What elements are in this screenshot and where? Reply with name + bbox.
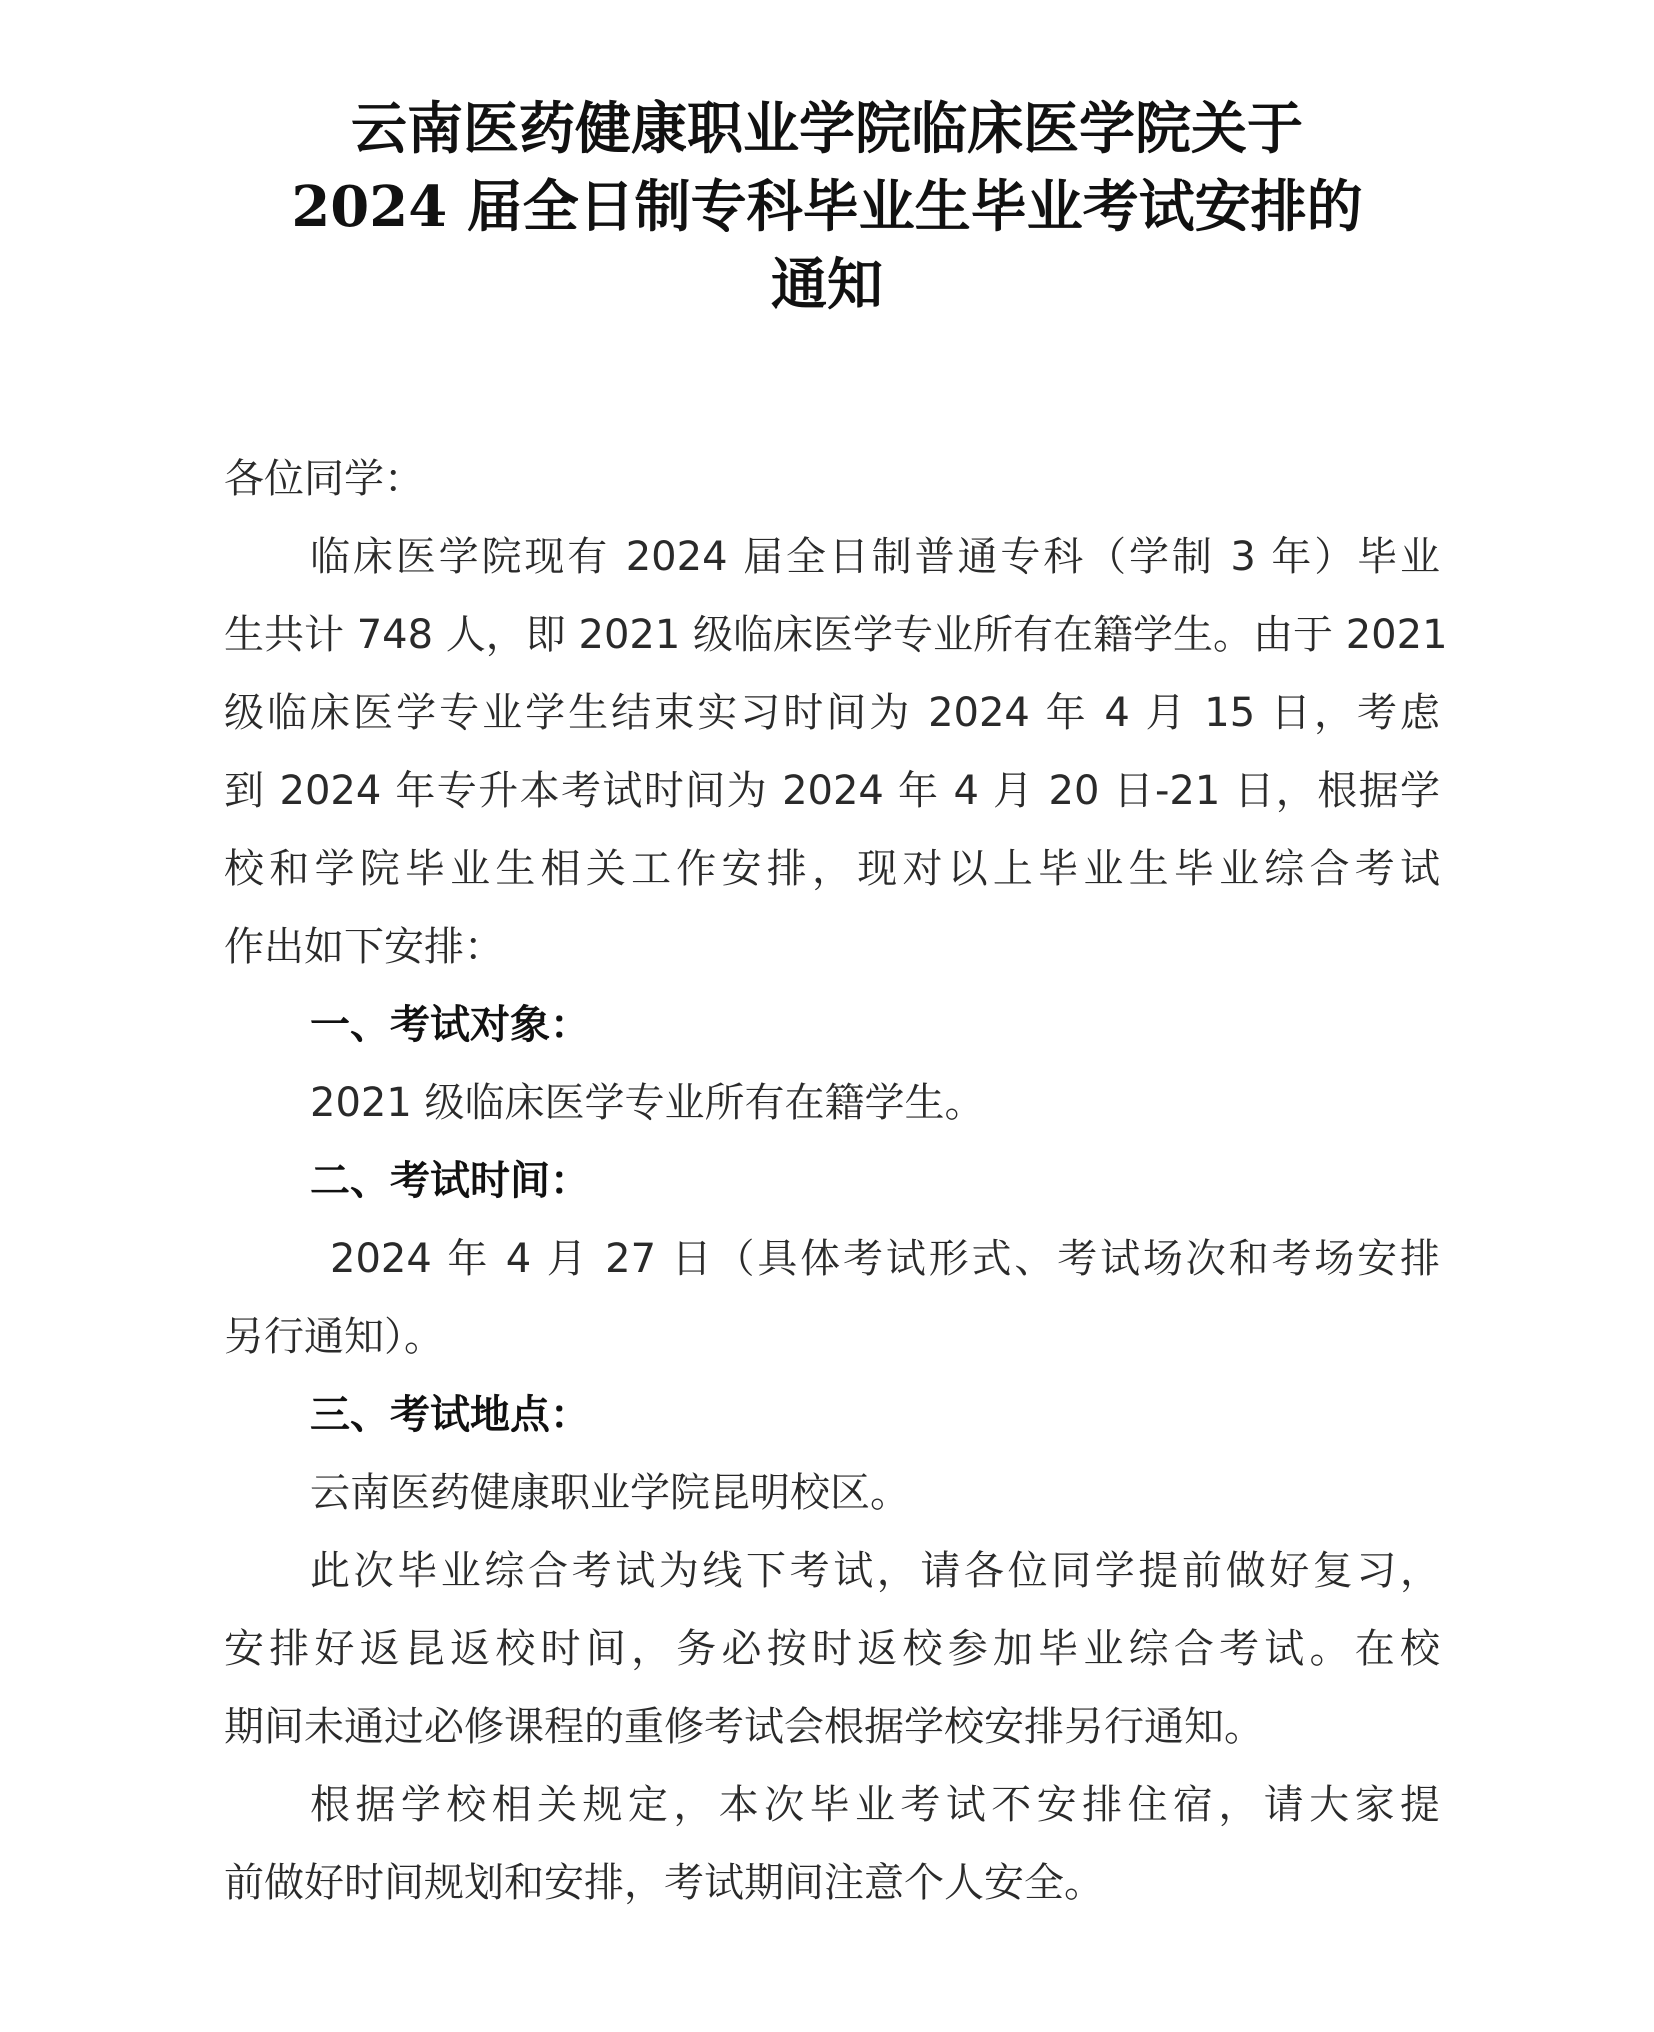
section-2-heading: 二、考试时间： bbox=[310, 1158, 590, 1204]
salutation: 各位同学： bbox=[224, 456, 424, 502]
intro-line-4: 到 2024 年专升本考试时间为 2024 年 4 月 20 日-21 日，根据学 bbox=[224, 768, 1440, 814]
section-1-heading: 一、考试对象： bbox=[310, 1002, 590, 1048]
title-line-3: 通知 bbox=[771, 252, 883, 318]
section-3-heading: 三、考试地点： bbox=[310, 1392, 590, 1438]
title-line-1: 云南医药健康职业学院临床医学院关于 bbox=[351, 96, 1303, 162]
section-2-line-1: 2024 年 4 月 27 日（具体考试形式、考试场次和考场安排 bbox=[330, 1236, 1440, 1282]
section-3-text: 云南医药健康职业学院昆明校区。 bbox=[310, 1470, 910, 1516]
intro-line-6: 作出如下安排： bbox=[224, 924, 504, 970]
intro-paragraph bbox=[224, 518, 1448, 986]
intro-line-5: 校和学院毕业生相关工作安排，现对以上毕业生毕业综合考试 bbox=[224, 846, 1440, 892]
housing-paragraph bbox=[224, 1766, 1440, 1922]
intro-line-1: 临床医学院现有 2024 届全日制普通专科（学制 3 年）毕业 bbox=[310, 534, 1440, 580]
review-paragraph bbox=[224, 1532, 1440, 1766]
section-2-line-2: 另行通知）。 bbox=[224, 1314, 444, 1360]
housing-line-1: 根据学校相关规定，本次毕业考试不安排住宿，请大家提 bbox=[310, 1782, 1440, 1828]
review-line-1: 此次毕业综合考试为线下考试，请各位同学提前做好复习， bbox=[310, 1548, 1440, 1594]
intro-line-2: 生共计 748 人，即 2021 级临床医学专业所有在籍学生。由于 2021 bbox=[224, 612, 1448, 658]
document-body bbox=[224, 440, 1448, 1922]
title-line-2: 2024 届全日制专科毕业生毕业考试安排的 bbox=[291, 174, 1363, 240]
document-title bbox=[0, 90, 1654, 324]
review-line-2: 安排好返昆返校时间，务必按时返校参加毕业综合考试。在校 bbox=[224, 1626, 1440, 1672]
section-1-text: 2021 级临床医学专业所有在籍学生。 bbox=[310, 1080, 985, 1126]
housing-line-2: 前做好时间规划和安排，考试期间注意个人安全。 bbox=[224, 1860, 1104, 1906]
review-line-3: 期间未通过必修课程的重修考试会根据学校安排另行通知。 bbox=[224, 1704, 1264, 1750]
intro-line-3: 级临床医学专业学生结束实习时间为 2024 年 4 月 15 日，考虑 bbox=[224, 690, 1440, 736]
